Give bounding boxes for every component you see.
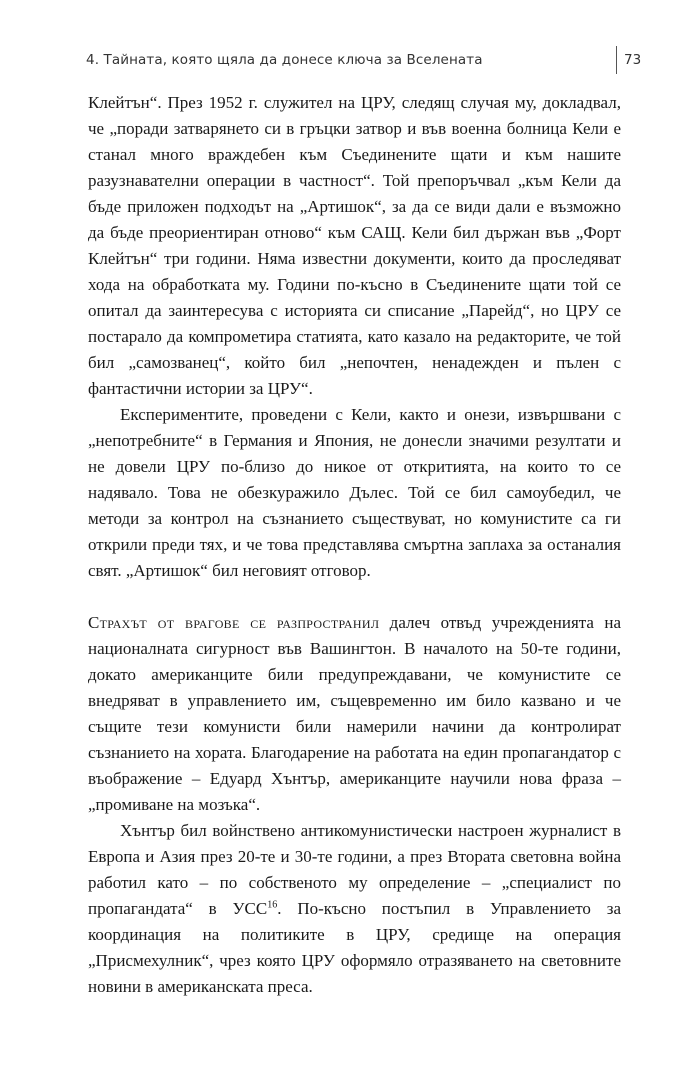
- paragraph-body: далеч отвъд учрежденията на националната сигурност във Вашингтон. В началото на 50-те години, докато американците били предупреждавани, че комунистите се внедряват в управлението им, същевременно им било казвано и че същите тези комунисти били намерили начини да контролират съзнанието на хората. Благодарение на работата на един пропагандатор с въображение – Едуард Хънтър, американците научили нова фраза – „промиване на мозъка“.: [88, 613, 621, 814]
- running-header: [86, 46, 642, 74]
- section-opening-paragraph: [88, 610, 621, 818]
- paragraph-body-continued: . По-късно постъпил в Управлението за координация на политиките в ЦРУ, средище на операция „Присмехулник“, чрез която ЦРУ оформяло отразяването на световните новини в американската преса.: [88, 899, 621, 996]
- paragraph: Експериментите, проведени с Кели, както и онези, извършвани с „непотребните“ в Германия и Япония, не донесли значими резултати и не довели ЦРУ по-близо до никое от откритията, на които то се надявало. Това не обезкуражило Дълес. Той се бил самоубедил, че методи за контрол на съзнанието съществуват, но комунистите са ги открили преди тях, и че това представлява смъртна заплаха за останалия свят. „Артишок“ бил неговият отговор.: [88, 405, 621, 580]
- footnote-marker: 16: [267, 899, 278, 911]
- paragraph: [88, 818, 621, 1000]
- page-number: 73: [624, 52, 642, 68]
- section-lead-in: Страхът от врагове се разпространил: [88, 613, 380, 632]
- paragraph-continued: Клейтън“. През 1952 г. служител на ЦРУ, следящ случая му, докладвал, че „поради затварянето си в гръцки затвор и във военна болница Кели е станал много враждебен към Съединените щати и към нашите разузнавателни операции в частност“. Той препоръчвал „към Кели да бъде приложен подходът на „Артишок“, за да се види дали е възможно да бъде преориентиран отново“ към САЩ. Кели бил държан във „Форт Клейтън“ три години. Няма известни документи, които да проследяват хода на обработката му. Години по-късно в Съединените щати той се опитал да заинтересува с историята си списание „Парейд“, но ЦРУ се постарало да компрометира статията, като казало на редакторите, че той бил „самозванец“, който бил „непочтен, ненадежден и пълен с фантастични истории за ЦРУ“.: [88, 93, 621, 398]
- paragraph-body: Хънтър бил войнствено антикомунистически настроен журналист в Европа и Азия през 20-те и 30-те години, а през Втората световна война работил като – по собственото му определение – „специалист по пропагандата“ в УСС: [88, 821, 621, 918]
- body-text: [88, 90, 621, 1000]
- header-divider: [616, 46, 617, 74]
- chapter-title: 4. Тайната, която щяла да донесе ключа за Вселената: [86, 52, 483, 68]
